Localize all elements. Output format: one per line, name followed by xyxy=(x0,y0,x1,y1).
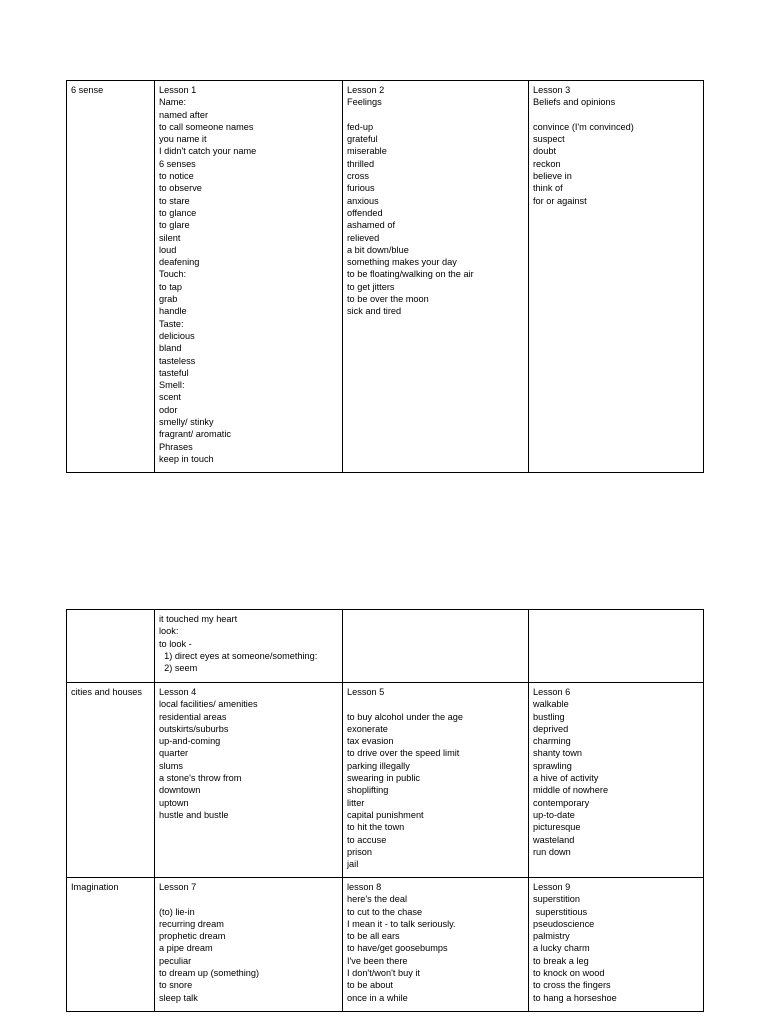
vocab-line: I didn't catch your name xyxy=(159,146,257,157)
vocab-line: it touched my heart xyxy=(159,614,238,624)
vocab-line: to notice xyxy=(159,171,194,182)
vocab-line: suspect xyxy=(533,134,565,145)
lesson-cell xyxy=(155,878,343,1012)
vocab-line: Lesson 1 xyxy=(159,85,197,95)
lesson-cell xyxy=(343,683,529,878)
vocab-line: relieved xyxy=(347,232,380,243)
vocab-line: residential areas xyxy=(159,711,227,722)
vocab-line: Lesson 5 xyxy=(347,687,385,697)
vocab-line: grateful xyxy=(347,134,378,145)
vocab-line: Feelings xyxy=(347,97,382,108)
lesson-cell xyxy=(155,683,343,878)
lesson-cell xyxy=(529,878,704,1012)
vocab-line: prophetic dream xyxy=(159,931,226,942)
vocab-line: up-to-date xyxy=(533,809,575,820)
vocab-line: Touch: xyxy=(159,269,187,280)
vocab-line: superstition xyxy=(533,894,580,905)
topic-label: Imagination xyxy=(71,882,119,892)
lesson-cell xyxy=(155,81,343,473)
vocab-line: hustle and bustle xyxy=(159,809,229,820)
topic-cell xyxy=(67,81,155,473)
vocab-line: wasteland xyxy=(533,834,575,845)
topic-label xyxy=(71,613,150,625)
vocab-line: loud xyxy=(159,244,177,255)
vocab-line: sick and tired xyxy=(347,306,402,317)
vocab-line: Smell: xyxy=(159,380,185,391)
vocab-line: Lesson 2 xyxy=(347,85,385,95)
vocab-line: to have/get goosebumps xyxy=(347,943,448,954)
vocab-line: to call someone names xyxy=(159,121,254,132)
vocab-line: deafening xyxy=(159,257,200,268)
table-row xyxy=(67,878,704,1012)
vocab-line: to snore xyxy=(159,980,193,991)
vocab-line: tax evasion xyxy=(347,736,394,747)
vocab-line: think of xyxy=(533,183,563,194)
vocab-line: to break a leg xyxy=(533,955,589,966)
vocab-line: a pipe dream xyxy=(159,943,213,954)
vocab-line: to be all ears xyxy=(347,931,400,942)
vocab-line: pseudoscience xyxy=(533,918,595,929)
vocab-line: I mean it - to talk seriously. xyxy=(347,918,456,929)
vocab-line: sleep talk xyxy=(159,992,198,1003)
vocab-line: deprived xyxy=(533,723,569,734)
vocab-line: to glance xyxy=(159,207,197,218)
vocab-line: tasteless xyxy=(159,355,196,366)
vocab-line: parking illegally xyxy=(347,760,410,771)
vocab-line: Phrases xyxy=(159,441,193,452)
vocab-line: 2) seem xyxy=(159,663,198,674)
vocab-line: Lesson 3 xyxy=(533,85,571,95)
vocab-line: miserable xyxy=(347,146,387,157)
vocab-line: here's the deal xyxy=(347,894,407,905)
vocab-line: a stone's throw from xyxy=(159,773,242,784)
vocab-line: silent xyxy=(159,232,181,243)
lesson-cell xyxy=(529,81,704,473)
vocab-line: named after xyxy=(159,109,209,120)
vocab-line: convince (I'm convinced) xyxy=(533,121,634,132)
vocab-line: believe in xyxy=(533,171,572,182)
vocab-line: a lucky charm xyxy=(533,943,590,954)
vocab-line: Beliefs and opinions xyxy=(533,97,616,108)
vocab-line: Taste: xyxy=(159,318,184,329)
vocab-line: you name it xyxy=(159,134,207,145)
vocab-line: bland xyxy=(159,343,182,354)
vocab-line: delicious xyxy=(159,330,195,341)
vocab-line: fed-up xyxy=(347,121,374,132)
vocab-line: to hit the town xyxy=(347,822,405,833)
vocab-line: walkable xyxy=(533,699,569,710)
vocab-line: to be about xyxy=(347,980,393,991)
vocab-line: Lesson 6 xyxy=(533,687,571,697)
lesson-cell xyxy=(343,878,529,1012)
vocab-line: (to) lie-in xyxy=(159,906,195,917)
vocab-line: bustling xyxy=(533,711,565,722)
vocab-line: 1) direct eyes at someone/something: xyxy=(159,650,318,661)
vocab-line: Name: xyxy=(159,97,187,108)
vocab-line: to accuse xyxy=(347,834,387,845)
vocab-line: Lesson 4 xyxy=(159,687,197,697)
vocab-line: odor xyxy=(159,404,178,415)
topic-cell xyxy=(67,683,155,878)
vocab-line xyxy=(533,109,699,121)
vocab-line: shanty town xyxy=(533,748,583,759)
vocab-line xyxy=(347,109,524,121)
vocab-line: once in a while xyxy=(347,992,408,1003)
vocab-line: up-and-coming xyxy=(159,736,221,747)
vocab-line: run down xyxy=(533,846,571,857)
vocab-line: to drive over the speed limit xyxy=(347,748,460,759)
vocab-line: to knock on wood xyxy=(533,968,605,979)
vocab-line: I've been there xyxy=(347,955,408,966)
topic-label: cities and houses xyxy=(71,687,142,697)
vocab-line: grab xyxy=(159,294,178,305)
lesson-cell xyxy=(155,610,343,683)
vocab-line: outskirts/suburbs xyxy=(159,723,229,734)
topic-label: 6 sense xyxy=(71,85,104,95)
vocab-line: to glare xyxy=(159,220,190,231)
vocab-line: palmistry xyxy=(533,931,570,942)
table-row xyxy=(67,81,704,473)
vocab-line: recurring dream xyxy=(159,918,224,929)
vocab-line: I don't/won't buy it xyxy=(347,968,420,979)
lesson-cell xyxy=(343,81,529,473)
vocab-line: 6 senses xyxy=(159,158,196,169)
vocab-line: shoplifting xyxy=(347,785,389,796)
vocab-line: tasteful xyxy=(159,367,189,378)
vocab-line: contemporary xyxy=(533,797,590,808)
vocab-line: prison xyxy=(347,846,373,857)
vocab-line: look: xyxy=(159,626,179,637)
vocab-line: picturesque xyxy=(533,822,581,833)
vocab-line: ashamed of xyxy=(347,220,396,231)
vocab-line: to be floating/walking on the air xyxy=(347,269,474,280)
lesson-cell xyxy=(529,610,704,683)
vocab-line: swearing in public xyxy=(347,773,421,784)
vocab-line: to cut to the chase xyxy=(347,906,423,917)
vocab-line xyxy=(159,893,338,905)
vocab-line: to buy alcohol under the age xyxy=(347,711,463,722)
vocab-line: litter xyxy=(347,797,365,808)
vocab-line: for or against xyxy=(533,195,587,206)
vocab-line: jail xyxy=(347,859,359,870)
vocab-line: offended xyxy=(347,207,383,218)
vocab-line: reckon xyxy=(533,158,561,169)
vocab-line: to cross the fingers xyxy=(533,980,611,991)
vocab-line: charming xyxy=(533,736,571,747)
vocab-line: a hive of activity xyxy=(533,773,599,784)
vocab-line: exonerate xyxy=(347,723,388,734)
vocab-line: anxious xyxy=(347,195,379,206)
vocab-line: uptown xyxy=(159,797,189,808)
vocab-line: to get jitters xyxy=(347,281,395,292)
vocab-line: lesson 8 xyxy=(347,882,382,892)
vocab-line: something makes your day xyxy=(347,257,457,268)
vocab-line: peculiar xyxy=(159,955,192,966)
vocab-line: to observe xyxy=(159,183,202,194)
table-row xyxy=(67,610,704,683)
vocab-line: capital punishment xyxy=(347,809,424,820)
vocab-line: smelly/ stinky xyxy=(159,417,214,428)
vocab-line: fragrant/ aromatic xyxy=(159,429,231,440)
vocab-line: slums xyxy=(159,760,183,771)
vocab-line: thrilled xyxy=(347,158,375,169)
vocab-line: handle xyxy=(159,306,187,317)
vocab-line: quarter xyxy=(159,748,189,759)
vocab-line: scent xyxy=(159,392,181,403)
vocab-line: Lesson 9 xyxy=(533,882,571,892)
vocab-line: a bit down/blue xyxy=(347,244,409,255)
lesson-cell xyxy=(343,610,529,683)
vocab-line: doubt xyxy=(533,146,556,157)
topic-cell xyxy=(67,878,155,1012)
vocab-line: middle of nowhere xyxy=(533,785,609,796)
table-row xyxy=(67,683,704,878)
vocab-line: cross xyxy=(347,171,369,182)
vocab-line: downtown xyxy=(159,785,201,796)
vocab-line: local facilities/ amenities xyxy=(159,699,258,710)
vocab-line: furious xyxy=(347,183,375,194)
vocab-line: sprawling xyxy=(533,760,572,771)
vocab-line: Lesson 7 xyxy=(159,882,197,892)
vocab-line: to stare xyxy=(159,195,190,206)
vocab-line: to look - xyxy=(159,638,192,649)
vocab-line xyxy=(347,698,524,710)
vocabulary-table-2 xyxy=(66,609,704,1012)
vocabulary-table-1 xyxy=(66,80,704,473)
topic-cell xyxy=(67,610,155,683)
lesson-cell xyxy=(529,683,704,878)
vocab-line: to dream up (something) xyxy=(159,968,260,979)
vocab-line: keep in touch xyxy=(159,453,214,464)
vocab-line: superstitious xyxy=(533,906,588,917)
vocab-line: to tap xyxy=(159,281,182,292)
vocab-line: to be over the moon xyxy=(347,294,429,305)
vocab-line: to hang a horseshoe xyxy=(533,992,617,1003)
